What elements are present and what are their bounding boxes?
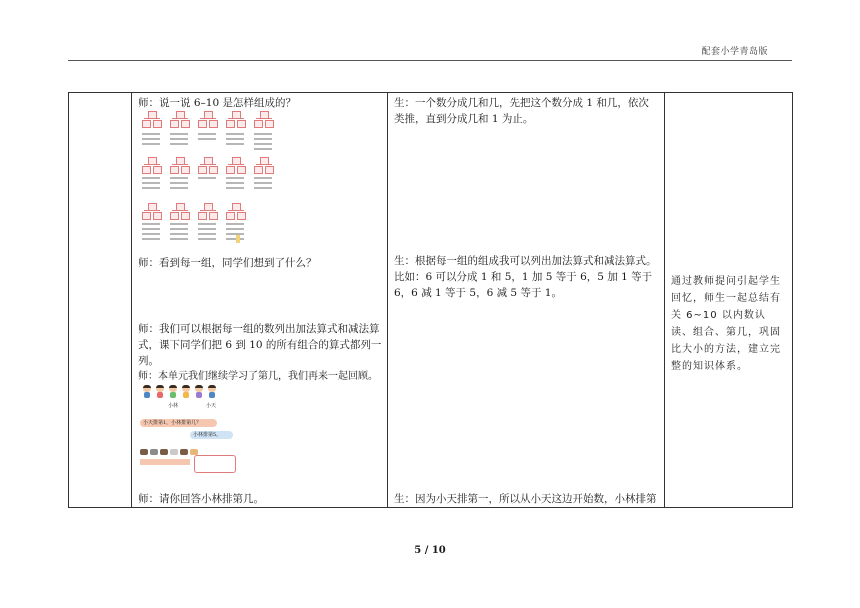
- student-answer-3: 生：因为小天排第一，所以从小天这边开始数，小林排第: [394, 493, 657, 505]
- teacher-cell: [132, 93, 388, 508]
- student-cell: [388, 93, 665, 508]
- answer-bubble: 小林排第5。: [190, 431, 233, 439]
- teacher-instruction: 师：我们可以根据每一组的数列出加法算式和减法算式，课下同学们把 6 到 10 的所有组合的算式都列一列。: [138, 323, 382, 367]
- design-note: 通过教师提问引起学生回忆，师生一起总结有关 6~10 以内数认读、组合、第几，巩固比大小的方法，建立完整的知识体系。: [671, 276, 781, 372]
- ordinal-queue-figure: [140, 385, 250, 485]
- page-number: 5 / 10: [414, 545, 446, 556]
- student-answer-2: 生：根据每一组的组成我可以列出加法算式和减法算式。比如：6 可以分成 1 和 5，1 加 5 等于 6，5 加 1 等于 6，6 减 1 等于 5，6 减 5 等于 1。: [394, 255, 657, 299]
- header-series: 配套小学青岛版: [701, 47, 768, 57]
- lesson-table: [68, 92, 793, 508]
- number-composition-figure: [140, 111, 300, 251]
- teacher-question-1: 师：说一说 6–10 是怎样组成的？: [138, 97, 296, 109]
- design-intent-cell: [665, 93, 793, 508]
- stage-cell: [69, 93, 132, 508]
- name-right: 小天: [206, 403, 217, 409]
- header-rule: [68, 60, 792, 61]
- teacher-question-5: 师：请你回答小林排第几。: [138, 493, 264, 505]
- question-bubble: 小天排第1，小林排第几？: [140, 419, 217, 427]
- student-answer-1: 生：一个数分成几和几，先把这个数分成 1 和几，依次类推，直到分成几和 1 为止。: [394, 97, 649, 125]
- teacher-question-2: 师：看到每一组，同学们想到了什么？: [138, 257, 317, 269]
- teacher-question-4: 师：本单元我们继续学习了第几，我们再来一起回顾。: [138, 371, 378, 382]
- name-left: 小林: [168, 403, 179, 409]
